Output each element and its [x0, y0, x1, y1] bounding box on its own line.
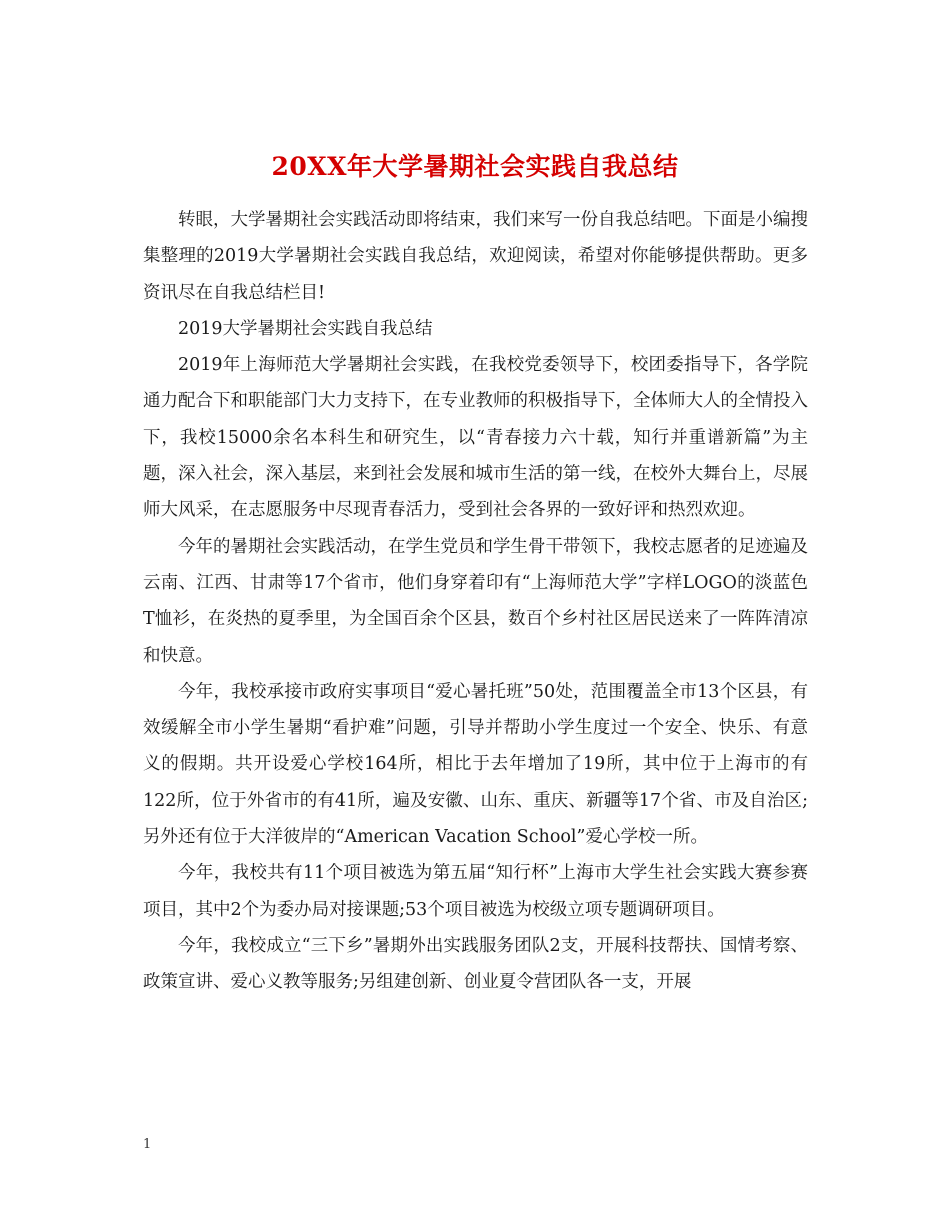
paragraph-intro: 转眼，大学暑期社会实践活动即将结束，我们来写一份自我总结吧。下面是小编搜集整理的2019大学暑期社会实践自我总结，欢迎阅读，希望对你能够提供帮助。更多资讯尽在自我总结栏目! — [143, 210, 808, 303]
paragraph-overview: 2019年上海师范大学暑期社会实践，在我校党委领导下，校团委指导下，各学院通力配合下和职能部门大力支持下，在专业教师的积极指导下，全体师大人的全情投入下，我校15000余名本科生和研究生，以“青春接力六十载，知行并重谱新篇”为主题，深入社会，深入基层，来到社会发展和城市生活的第一线，在校外大舞台上，尽展师大风采，在志愿服务中尽现青春活力，受到社会各界的一致好评和热烈欢迎。 — [143, 355, 808, 521]
paragraph-volunteers: 今年的暑期社会实践活动，在学生党员和学生骨干带领下，我校志愿者的足迹遍及云南、江西、甘肃等17个省市，他们身穿着印有“上海师范大学”字样LOGO的淡蓝色T恤衫，在炎热的夏季里，为全国百余个区县，数百个乡村社区居民送来了一阵阵清凉和快意。 — [143, 536, 808, 666]
paragraph-teams: 今年，我校成立“三下乡”暑期外出实践服务团队2支，开展科技帮扶、国情考察、政策宣讲、爱心义教等服务;另组建创新、创业夏令营团队各一支，开展 — [143, 935, 808, 993]
paragraph-subtitle: 2019大学暑期社会实践自我总结 — [178, 318, 433, 339]
paragraph-projects: 今年，我校共有11个项目被选为第五届“知行杯”上海市大学生社会实践大赛参赛项目，其中2个为委办局对接课题;53个项目被选为校级立项专题调研项目。 — [143, 863, 808, 920]
document-body — [143, 202, 808, 1001]
page-number: 1 — [143, 1137, 152, 1152]
document-title: 20XX年大学暑期社会实践自我总结 — [271, 151, 679, 181]
paragraph-summer-class: 今年，我校承接市政府实事项目“爱心暑托班”50处，范围覆盖全市13个区县，有效缓解全市小学生暑期“看护难”问题，引导并帮助小学生度过一个安全、快乐、有意义的假期。共开设爱心学校164所，相比于去年增加了19所，其中位于上海市的有122所，位于外省市的有41所，遍及安徽、山东、重庆、新疆等17个省、市及自治区;另外还有位于大洋彼岸的“American Vacation School”爱心学校一所。 — [143, 681, 808, 848]
